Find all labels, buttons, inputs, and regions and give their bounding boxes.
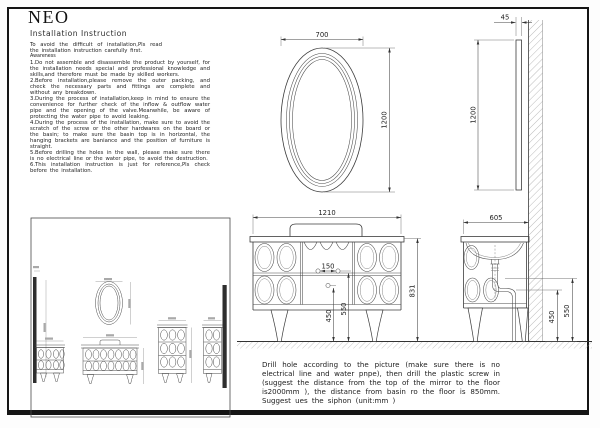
mirror-side-height-label: 1200 <box>469 106 478 124</box>
mirror-front-view <box>281 31 395 192</box>
cabinet-depth-dim <box>464 214 529 234</box>
cabinet-depth-label: 605 <box>489 213 503 222</box>
siphon-pipe <box>491 260 516 342</box>
cabinet-height-label: 831 <box>408 284 417 298</box>
brand-logo: NEO <box>28 7 70 27</box>
hole-spacing-dim <box>321 262 336 271</box>
instruction-item: 1.Do not assemble and disassemble the product by yourself, for the installation needs special and professional knowledge and skills,and therefore must be made by skilled workers. <box>30 60 211 78</box>
awareness-label: Awareness <box>30 54 56 59</box>
mini-mirror-side-view <box>33 266 46 383</box>
mirror-side-height-dim <box>470 40 515 190</box>
cabinet-leg <box>518 308 529 342</box>
mini-cabinet-front-small <box>35 338 65 382</box>
mini-cabinet-side-view <box>157 317 192 383</box>
page-title: Installation Instruction <box>30 29 128 38</box>
instruction-item: 4.During the process of the installation, make sure to avoid the scratch of the screw or the other hardwares on the board or the basin; to make sure the basin top is in horizontal, the hanging brackets are baniance and the position of furniture is straight. <box>30 120 210 150</box>
basin-cross-section <box>466 243 524 302</box>
hole-height-low-label: 450 <box>325 309 333 323</box>
instruction-item: 5.Before drilling the holes in the wall, please make sure there is no electrical line or the water pipe, to avoid the destruction. <box>30 150 210 162</box>
wall-section <box>529 20 543 342</box>
cabinet-leg <box>271 310 288 342</box>
mirror-thickness-label: 45 <box>500 13 510 22</box>
drill-holes <box>316 269 340 288</box>
mirror-width-dim <box>281 31 363 46</box>
mirror-width-label: 700 <box>315 31 329 39</box>
instruction-item: 2.Before installation,please remove the outer packing, and check the necessary parts and fittings are complete and without any breakdown. <box>30 78 210 96</box>
mini-mirror-front-view <box>96 278 131 325</box>
instruction-intro: To avoid the difficult of installation,Pls read the installation instruction carefully first. <box>30 42 162 54</box>
pipe-height-high-label: 550 <box>563 304 571 318</box>
miniature-panel <box>31 218 230 417</box>
cabinet-width-dim <box>253 209 401 234</box>
pipe-height-low-label: 450 <box>548 310 556 324</box>
drill-note: Drill hole according to the picture (make sure there is no electrical line and water pnpe), then drill the plastic screw in (suggest the distance from the top of the mirror to the floor is2000mm ), the distance from basin ro the floor is 850mm. Suggest ues the siphon (unit:mm ) <box>262 360 500 405</box>
mirror-height-dim <box>324 48 395 192</box>
mini-vanity-front-view <box>81 334 144 384</box>
mirror-thickness-dim <box>494 14 532 37</box>
cabinet-side-view <box>461 214 577 342</box>
mini-cabinet-side-wall-view <box>202 285 227 388</box>
hole-spacing-label: 150 <box>321 262 335 271</box>
cabinet-leg <box>468 308 483 342</box>
mirror-side-view <box>470 14 533 191</box>
hole-height-dims <box>325 271 351 342</box>
cabinet-width-label: 1210 <box>318 208 336 217</box>
floor-line <box>237 342 592 349</box>
cabinet-front-view <box>250 209 421 342</box>
cabinet-leg <box>366 310 383 342</box>
instruction-item: 3.During the process of installation,keep in mind to ensure the convenience for further check of the inflow & outflow water pipe and the opening of the valve.Meanwhile, be aware of protecting the water pipe to avoid leaking. <box>30 96 210 120</box>
cabinet-height-dim <box>404 239 421 342</box>
instruction-item: 6.This installation instruction is just for reference,Pls check before the installation. <box>30 162 210 174</box>
mirror-height-label: 1200 <box>380 111 389 129</box>
hole-height-high-label: 550 <box>340 302 348 316</box>
